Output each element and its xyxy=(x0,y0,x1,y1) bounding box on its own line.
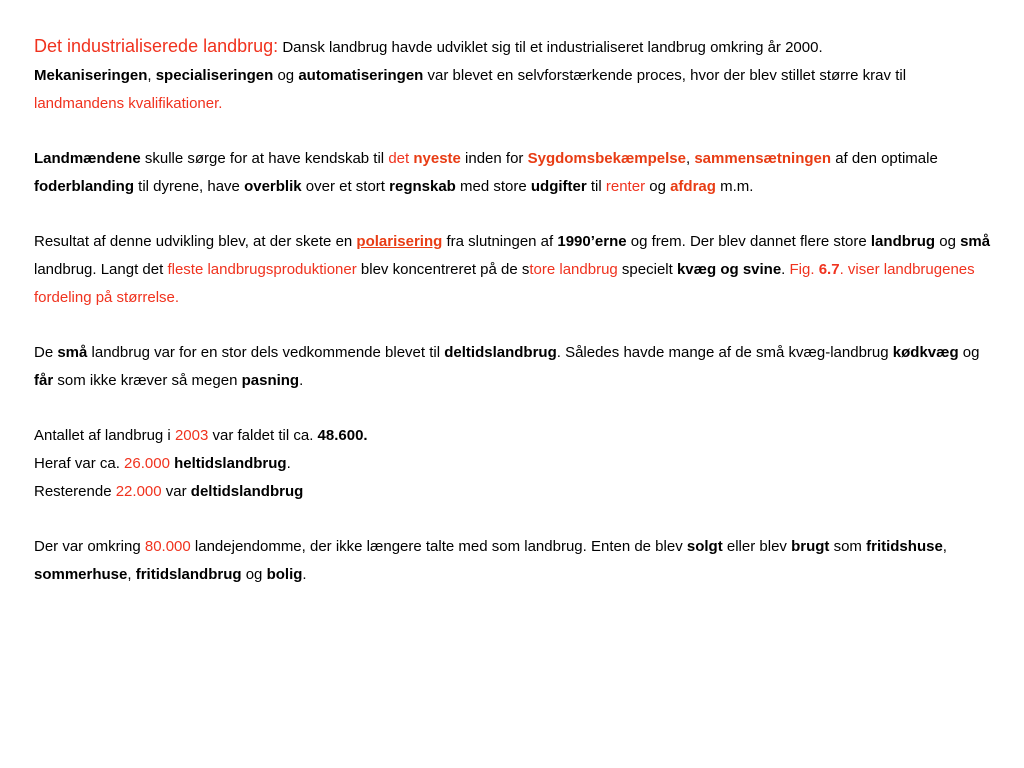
highlight-fleste: fleste landbrugsproduktioner xyxy=(167,261,357,278)
keyword-mekaniseringen: Mekaniseringen xyxy=(34,67,148,84)
keyword-solgt: solgt xyxy=(686,538,723,555)
text: var faldet til ca. xyxy=(208,427,318,444)
figure-number: 6.7 xyxy=(818,261,840,278)
paragraph-landmaendene xyxy=(34,145,994,201)
text: . xyxy=(302,566,307,583)
paragraph-industrialization xyxy=(34,32,994,118)
text: skulle sørge for at have kendskab til xyxy=(140,150,389,167)
text: landbrug. Langt det xyxy=(34,261,168,278)
stat-heltid-number: 26.000 xyxy=(124,455,170,472)
keyword-regnskab: regnskab xyxy=(389,178,456,195)
text: og xyxy=(935,233,961,250)
text: var xyxy=(161,483,191,500)
text: Resterende xyxy=(34,483,116,500)
text: m.m. xyxy=(715,178,754,195)
text: som ikke kræver så megen xyxy=(53,372,242,389)
highlight-nyeste: nyeste xyxy=(413,150,461,167)
paragraph-landejendomme xyxy=(34,533,994,589)
highlight-sygdomsbekaempelse: Sygdomsbekæmpelse xyxy=(527,150,686,167)
text: til dyrene, have xyxy=(134,178,245,195)
text: Resultat af denne udvikling blev, at der skete en xyxy=(34,233,357,250)
keyword-year: 1990’erne xyxy=(557,233,627,250)
text: Der var omkring xyxy=(34,538,145,555)
text: Antallet af landbrug i xyxy=(34,427,175,444)
keyword-faar: får xyxy=(34,372,54,389)
text: Dansk landbrug havde udviklet sig til et industrialiseret landbrug omkring år 2000. xyxy=(278,39,823,56)
stat-deltid-number: 22.000 xyxy=(115,483,162,500)
keyword-deltidslandbrug: deltidslandbrug xyxy=(190,483,304,500)
keyword-koedkvaeg: kødkvæg xyxy=(892,344,959,361)
keyword-specialiseringen: specialiseringen xyxy=(155,67,274,84)
keyword-bolig: bolig xyxy=(266,566,303,583)
text: landejendomme, der ikke længere talte med som landbrug. Enten de blev xyxy=(190,538,687,555)
text: , xyxy=(147,67,156,84)
stat-total: 48.600. xyxy=(317,427,368,444)
text: og xyxy=(273,67,299,84)
text: og xyxy=(958,344,980,361)
text: . Således havde mange af de små kvæg-landbrug xyxy=(556,344,893,361)
text: inden for xyxy=(460,150,528,167)
section-title: Det industrialiserede landbrug: xyxy=(34,36,279,56)
text: . xyxy=(299,372,304,389)
text: fra slutningen af xyxy=(442,233,558,250)
keyword-smaa: små xyxy=(960,233,991,250)
keyword-automatiseringen: automatiseringen xyxy=(298,67,424,84)
text: blev koncentreret på de s xyxy=(356,261,530,278)
text: landbrug var for en stor dels vedkommende blevet til xyxy=(87,344,445,361)
keyword-kvaeg-og-svine: kvæg og svine xyxy=(676,261,782,278)
keyword-landbrug: landbrug xyxy=(870,233,936,250)
text: . xyxy=(781,261,790,278)
keyword-pasning: pasning xyxy=(241,372,300,389)
keyword-overblik: overblik xyxy=(244,178,302,195)
text: Heraf var ca. xyxy=(34,455,125,472)
text: , xyxy=(942,538,947,555)
keyword-deltidslandbrug: deltidslandbrug xyxy=(444,344,557,361)
text: og frem. Der blev dannet flere store xyxy=(626,233,871,250)
highlight-sammensaetningen: sammensætningen xyxy=(694,150,832,167)
keyword-sommerhuse: sommerhuse xyxy=(34,566,128,583)
paragraph-polarisering xyxy=(34,228,994,312)
keyword-fritidshuse: fritidshuse xyxy=(866,538,943,555)
text: specielt xyxy=(617,261,677,278)
keyword-foderblanding: foderblanding xyxy=(34,178,134,195)
text: , xyxy=(686,150,695,167)
highlight-afdrag: afdrag xyxy=(670,178,716,195)
text: eller blev xyxy=(722,538,792,555)
text: med store xyxy=(455,178,531,195)
keyword-smaa: små xyxy=(57,344,88,361)
highlight-kvalifikationer: landmandens kvalifikationer. xyxy=(34,95,223,112)
slide-content xyxy=(34,32,994,589)
text: til xyxy=(586,178,606,195)
paragraph-deltidslandbrug xyxy=(34,339,994,395)
text: , xyxy=(127,566,136,583)
highlight-year-2003: 2003 xyxy=(174,427,209,444)
keyword-brugt: brugt xyxy=(791,538,830,555)
paragraph-statistics xyxy=(34,422,994,506)
keyword-landmaendene: Landmændene xyxy=(34,150,141,167)
text: og xyxy=(241,566,267,583)
text: . xyxy=(286,455,291,472)
keyword-udgifter: udgifter xyxy=(530,178,587,195)
text: og xyxy=(645,178,671,195)
text: af den optimale xyxy=(831,150,938,167)
figure-caption: . viser landbrugenes fordeling på størrelse. xyxy=(34,261,975,306)
highlight-polarisering: polarisering xyxy=(356,233,443,250)
keyword-heltidslandbrug: heltidslandbrug xyxy=(174,455,287,472)
highlight-det: det xyxy=(388,150,410,167)
stat-landejendomme: 80.000 xyxy=(144,538,191,555)
text: over et stort xyxy=(301,178,390,195)
text: var blevet en selvforstærkende proces, hvor der blev stillet større krav til xyxy=(423,67,907,84)
keyword-fritidslandbrug: fritidslandbrug xyxy=(135,566,242,583)
highlight-renter: renter xyxy=(605,178,646,195)
text: som xyxy=(829,538,867,555)
text: De xyxy=(34,344,58,361)
highlight-store-landbrug: tore landbrug xyxy=(529,261,618,278)
figure-reference: Fig. xyxy=(789,261,819,278)
